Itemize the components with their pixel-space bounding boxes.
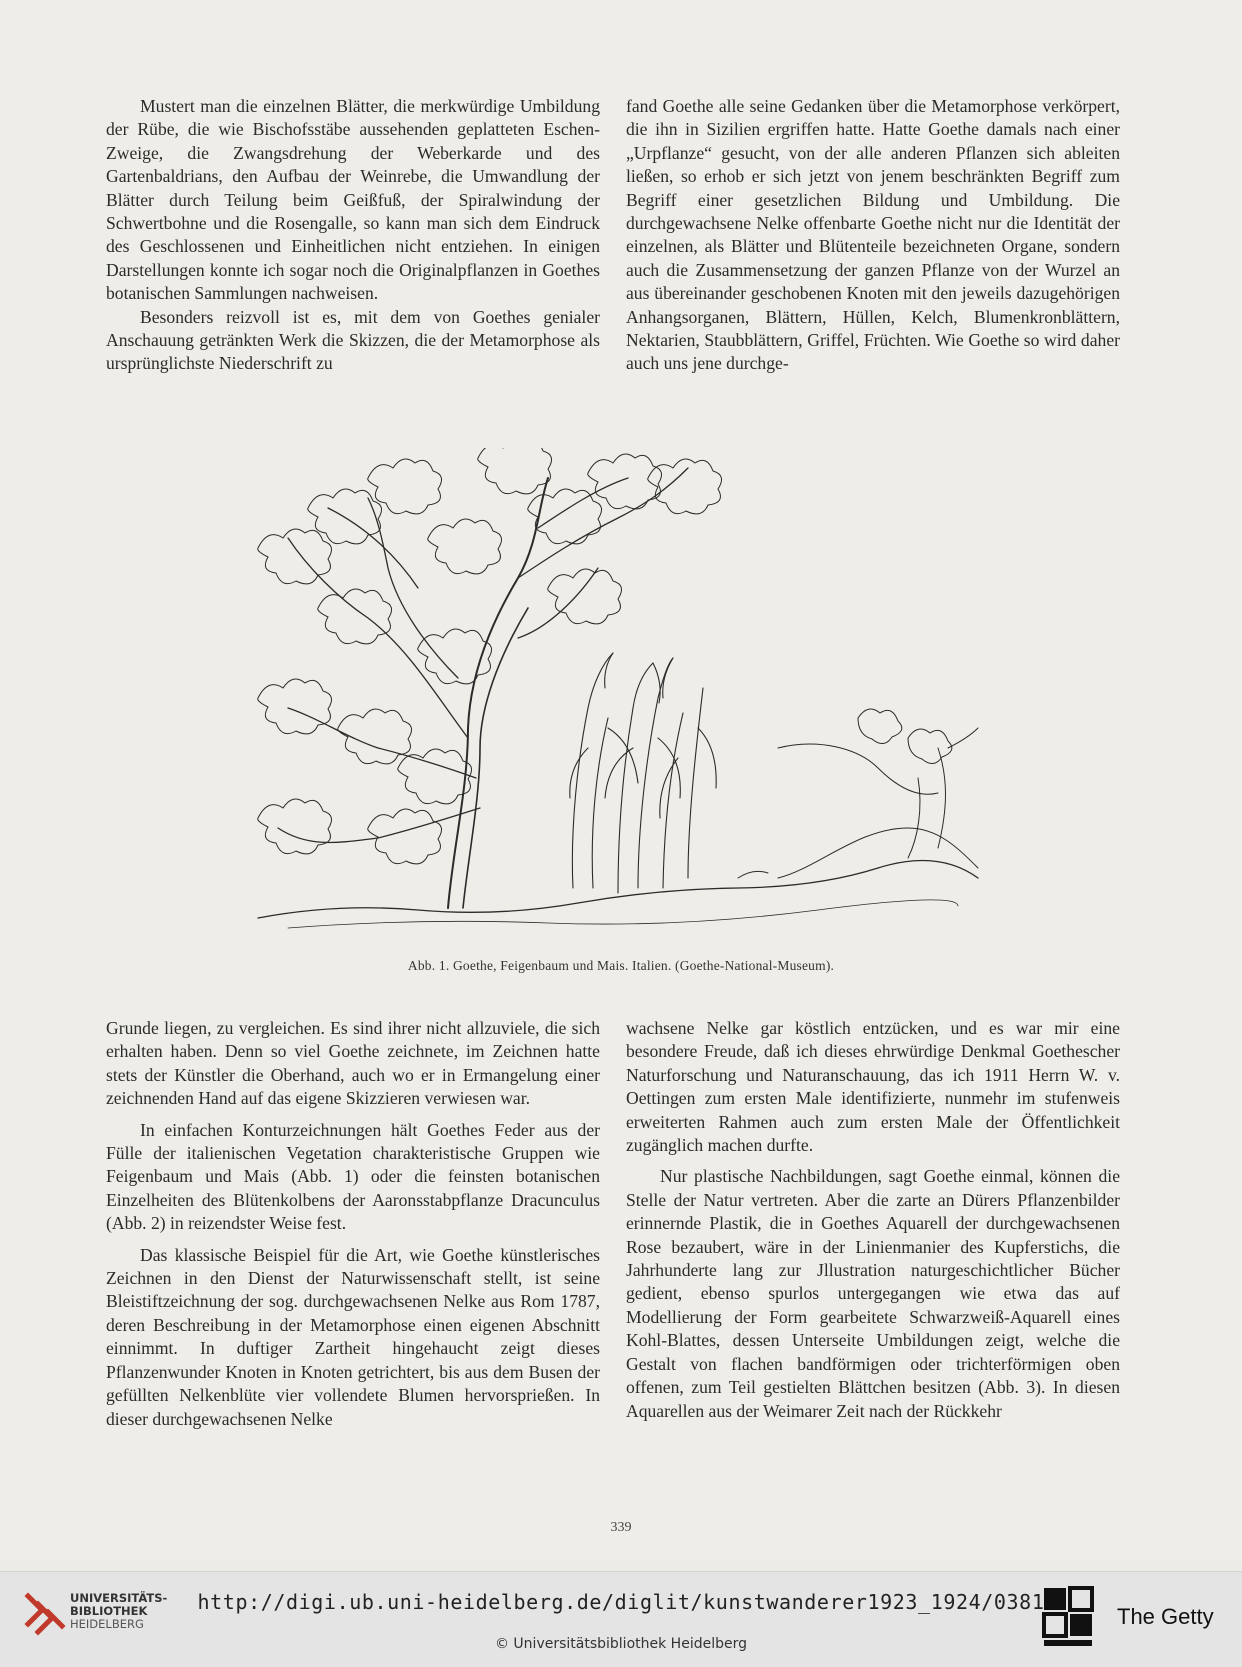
permalink-url[interactable]: http://digi.ub.uni-heidelberg.de/diglit/kunstwanderer1923_1924/0381 [197,1590,1045,1614]
university-name-line: HEIDELBERG [70,1617,144,1631]
paragraph: Mustert man die einzelnen Blätter, die merkwürdige Umbildung der Rübe, die wie Bischofsstäbe aussehenden geplatteten Eschen-Zweige, die Zwangsdrehung der Weberkarde und des Gartenbaldrians, den Aufbau der Weinrebe, die Umwandlung der Blätter durch Teilung beim Geißfuß, der Spiralwindung der Schwertbohne und die Rosengalle, so kann man sich dem Eindruck des Geschlossenen und Einheitlichen nicht entziehen. In einigen Darstellungen konnte ich sogar noch die Originalpflanzen in Goethes botanischen Sammlungen nachweisen. [106,96,600,304]
fig-tree-maize-drawing [218,448,1018,948]
university-name-line: BIBLIOTHEK [70,1604,148,1618]
paragraph: Besonders reizvoll ist es, mit dem von Goethes genialer Anschauung getränkten Werk die Skizzen, die der Metamorphose als ursprünglichste Niederschrift zu [106,306,600,374]
text-column-bottom-left [106,1017,600,1431]
text-column-bottom-right [626,1017,1120,1423]
figure-caption: Abb. 1. Goethe, Feigenbaum und Mais. Italien. (Goethe-National-Museum). [407,958,835,973]
copyright-notice: © Universitätsbibliothek Heidelberg [494,1636,747,1652]
paragraph: In einfachen Konturzeichnungen hält Goethes Feder aus der Fülle der italienischen Vegetation charakteristische Gruppen wie Feigenbaum und Mais (Abb. 1) oder die feinsten botanischen Einzelheiten des Blütenkolbens der Aaronsstabpflanze Dracunculus (Abb. 2) in reizendster Weise fest. [106,1119,600,1234]
getty-logo-icon [1042,1586,1094,1656]
paragraph: wachsene Nelke gar köstlich entzücken, und es war mir eine besondere Freude, daß ich dieses ehrwürdige Denkmal Goethescher Naturforschung und Naturanschauung, das ich 1911 Herrn W. v. Oettingen zum ersten Male identifizierte, nunmehr im stufenweis erweiterten Rahmen auch zum ersten Male der Öffentlichkeit zugänglich machen durfte. [626,1018,1120,1156]
university-name-line: UNIVERSITÄTS- [70,1591,168,1605]
getty-name: The Getty [1117,1604,1214,1629]
page-number: 339 [610,1520,632,1535]
paragraph: Grunde liegen, zu vergleichen. Es sind ihrer nicht allzuviele, die sich erhalten haben. Denn so viel Goethe zeichnete, im Zeichnen hatte stets der Künstler die Oberhand, auch wo er in Ermangelung einer zeichnenden Hand auf das eigene Skizzieren verwiesen war. [106,1018,600,1109]
text-column-top-left [106,95,600,376]
paragraph: Das klassische Beispiel für die Art, wie Goethe künstlerisches Zeichnen in den Dienst der Naturwissenschaft stellt, ist seine Bleistiftzeichnung der sog. durchgewachsenen Nelke aus Rom 1787, deren Beschreibung in der Metamorphose einen eigenen Abschnitt einnimmt. In duftiger Zartheit hingehaucht zeigt dieses Pflanzenwunder Knoten in Knoten getrichtert, bis aus dem Busen der gefüllten Nelkenblüte vier vollendete Blumen hervorsprießen. In dieser durchgewachsenen Nelke [106,1244,600,1429]
text-column-top-right [626,95,1120,376]
footer-bar [0,1571,1242,1667]
paragraph: Nur plastische Nachbildungen, sagt Goethe einmal, können die Stelle der Natur vertreten. Aber die zarte an Dürers Pflanzenbilder erinnernde Plastik, die in Goethes Aquarell der durchgewachsenen Rose bezaubert, wäre in der Linienmanier des Kupferstichs, die Jahrhunderte lang zur Jllustration naturgeschichtlicher Bücher gedient, ebenso spurlos untergegangen wie etwa das auf Modellierung der Form gearbeitete Schwarzweiß-Aquarell eines Kohl-Blattes, dessen Unterseite Umbildungen zeigt, welche die Gestalt von flachen bandförmigen oder trichterförmigen oben offenen, zum Teil gestielten Blättchen besitzen (Abb. 3). In diesen Aquarellen aus der Weimarer Zeit nach der Rückkehr [626,1166,1120,1421]
paragraph: fand Goethe alle seine Gedanken über die Metamorphose verkörpert, die ihn in Sizilien ergriffen hatte. Hatte Goethe damals nach einer „Urpflanze“ gesucht, von der alle anderen Pflanzen sich ableiten ließen, so erhob er sich jetzt von jenem beschränkten Begriff zum Begriff einer gesetzlichen Bildung und Umbildung. Die durchgewachsene Nelke offenbarte Goethe nicht nur die Identität der einzelnen, als Blätter und Blütenteile bezeichneten Organe, sondern auch die Zusammensetzung der ganzen Pflanze von der Wurzel an aus übereinander geschobenen Knoten mit den jeweils dazugehörigen Anhangsorganen, Blättern, Hüllen, Kelch, Blumenkronblättern, Nektarien, Staubblättern, Griffel, Früchten. Wie Goethe so wird daher auch uns jene durchge- [626,96,1120,374]
